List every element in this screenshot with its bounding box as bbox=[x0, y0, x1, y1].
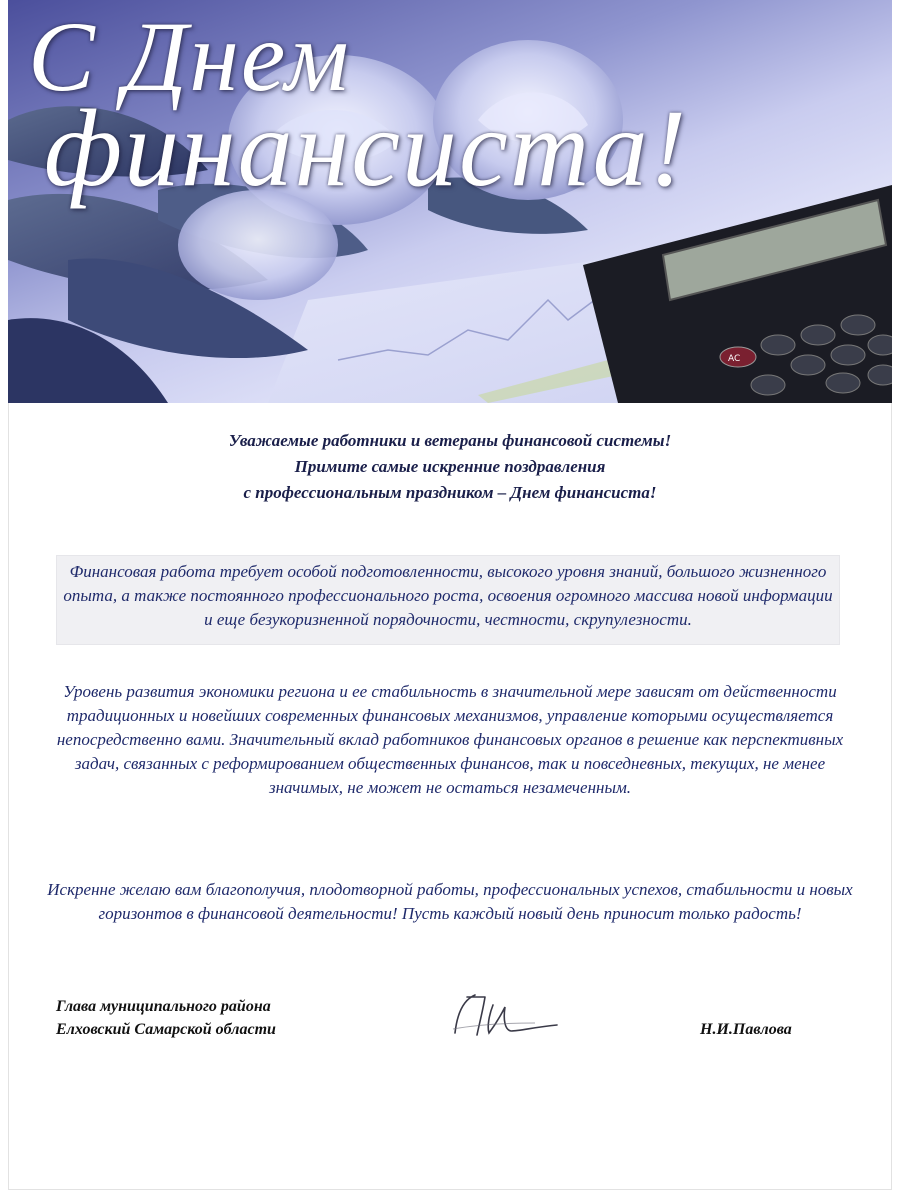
paragraph-1: Финансовая работа требует особой подготовленности, высокого уровня знаний, большого жизненного опыта, а также постоянного профессионального роста, освоения огромного массива новой информации и еще безукоризненной порядочности, честности, скрупулезности. bbox=[56, 555, 840, 645]
signer-name: Н.И.Павлова bbox=[700, 1021, 792, 1038]
paragraph-3: Искренне желаю вам благополучия, плодотворной работы, профессиональных успехов, стабильности и новых горизонтов в финансовой деятельности! Пусть каждый новый день приносит только радость! bbox=[47, 880, 853, 923]
header-banner bbox=[8, 0, 892, 403]
greeting-line-3: с профессиональным праздником – Днем финансиста! bbox=[243, 483, 657, 502]
greeting-block bbox=[40, 428, 860, 506]
calculator-illustration bbox=[583, 185, 892, 403]
title-line-2: финансиста! bbox=[44, 87, 689, 209]
calculator-ac-key: AC bbox=[728, 354, 741, 364]
title-line-1: С Днем bbox=[28, 1, 351, 112]
signer-position-line-1: Глава муниципального района bbox=[56, 998, 271, 1015]
greeting-line-2: Примите самые искренние поздравления bbox=[294, 457, 606, 476]
greeting-line-1: Уважаемые работники и ветераны финансовой системы! bbox=[228, 431, 672, 450]
signer-position-line-2: Елховский Самарской области bbox=[56, 1021, 276, 1038]
signer-position bbox=[56, 995, 276, 1041]
handwritten-signature bbox=[445, 985, 565, 1043]
paragraph-2: Уровень развития экономики региона и ее стабильность в значительной мере зависят от действенности традиционных и новейших современных финансовых механизмов, управление которыми осуществляется непосредственно вами. Значительный вклад работников финансовых органов в решение как перспективных задач, связанных с реформированием общественных финансов, так и повседневных, текущих, не менее значимых, не может не остаться незамеченным. bbox=[56, 682, 844, 797]
